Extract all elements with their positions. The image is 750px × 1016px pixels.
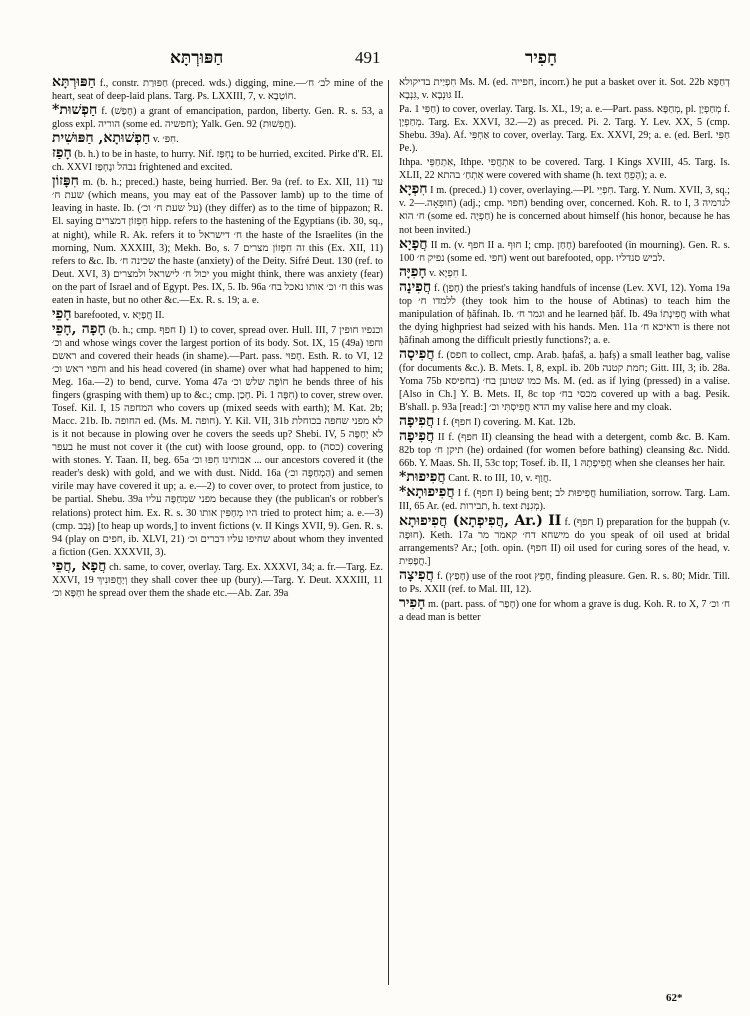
entry-headword: חֲפִינָה — [399, 278, 432, 295]
entry-text: חִפְיַית בדיקולא Ms. M. (ed. חפייה, incorr.) he put a basket over it. Sot. 22b דְחַפָּא גִּנְבָא, v. גּוּנְבָא II. — [399, 77, 731, 102]
entry-headword: חַפְשׁוּתָא, חַפּוּשִׁית — [52, 130, 151, 147]
dictionary-entry — [52, 557, 383, 600]
entry-text: Pa. חַפִּי 1) to cover, overlay. Targ. Is. XL, 19; a. e.—Part. pass. מְחַפָּא, pl. מְחַפְיָן f. מְחַפְיָן. Targ. Ex. XXVI, 32.—2) as preced. Pi. 2. Targ. Y. Lev. XX, 5 (cmp. Shebu. 39a). Af. אַחְפִּי to cover, overlay. Targ. Ex. XXVI, 29; a. e. (ed. Berl. חַפִּי Pe.). — [399, 104, 730, 155]
dictionary-entry — [399, 566, 730, 596]
entry-text: Ithpa. אִתְחַפֵּי, Ithpe. אִתְחֲפִי to be covered. Targ. I Kings XVIII, 45. Targ. Is. XLII, 22 אִתְחַ׳ בהתא were covered with shame (h. text הָפֵחַ); a. e. — [399, 157, 730, 182]
dictionary-entry — [399, 594, 731, 624]
entry-text: f. (חָפַשׁ) a grant of emancipation, pardon, liberty. Gen. R. s. 53, a gloss expl. הוריה (some ed. חפשיה); Yalk. Gen. 92 (חֲפִשׁוּת). — [52, 106, 383, 131]
dictionary-entry — [52, 305, 383, 322]
dictionary-entry — [52, 147, 383, 174]
dictionary-entry — [52, 175, 383, 306]
entry-text: II f. (חפף II) cleansing the head with a detergent, comb &c. B. Kam. 82b top תיקן ח׳ (he) ordained (for women before bathing) cleansing &c. Nidd. 66b. Y. Maas. Sh. II, 53c top; Tosef. ib. II, 1 חֲפִיפָתָהּ when she cleanses her hair. — [399, 432, 730, 470]
entry-text: f. (חָפַן) the priest's taking handfuls of incense (Lev. XVI, 12). Yoma 19a top ללמדו ח׳ (they took him to the house of Abtinas) to teach him the manipulation of ḥăfinah. Ib. וגמר ח׳ and he learned ḥăf. Ib. 49a חֲפִינָתוֹ with what the dying highpriest had seized with his hands. Men. 11a ודאיכא ח׳ is there not ḥăfinah among the difficult priestly functions?; a. e. — [399, 282, 730, 346]
dictionary-entry — [399, 486, 730, 513]
entry-text: m. (part. pass. of חָפַר) one for whom a grave is dug. Koh. R. to X, 7 ח׳ וכ׳ a dead man is better — [399, 598, 731, 623]
right-column — [399, 76, 730, 625]
dictionary-entry — [399, 345, 730, 414]
entry-headword: חֲפִיפָה — [399, 428, 435, 445]
dictionary-entry — [52, 76, 383, 103]
left-guide-word: חַפּוּרְתָּא — [170, 48, 224, 67]
entry-headword: *חֲפִיפוּתָא — [399, 484, 455, 501]
dictionary-entry — [399, 278, 730, 347]
dictionary-entry — [399, 430, 730, 470]
entry-text: barefooted, v. חֲפָיָא II. — [71, 309, 165, 321]
entry-text: (b. h.; cmp. חפף I) 1) to cover, spread over. Hull. III, 7 וכנפיו חופין וכ׳ and whose wings cover the largest portion of its body. Sot. IX, 15 (49a) וחפו ראשם and covered their heads (in shame).—Part. pass. חָפוּי. Esth. R. to VI, 12 וחפוי ראש וכ׳ and his head covered (in shame) over what had happened to him; Meg. 16a.—2) to bend, curve. Yoma 47a חוֹפָה שלש וכ׳ he bends three of his fingers (grasping with them) up to &c.; cmp. חָכַן. Pi. חִפָּה 1) to cover, strew over. Tosef. Kil. I, 15 המחפה who covers up (mixed seeds with earth); M. Kat. 2b; Macc. 21b. Ib. החופה ed. (Ms. M. חופה). Y. Kil. VII, 31b לא מפני שחפה בכוחלת is it not because in plowing over he covers the seeds up? Shebi. IV, 5 לא יְחַפֶּה בעפר he must not cover it (the cut) with loose ground, opp. to (כסה) covering with stones. Y. Taan. II, beg. 65a אבותינו חִפּוּ וכ׳ ... our ancestors covered it (the reader's desk) with gold, and we with dust. Nidd. 16a (הַמְחַפֶּה וכ׳) and semen virile may have covered it up; a. e.—2) to cover over, to protect from justice, to be partial. Shebu. 39a מפני שמְחַפֶּה עליו because they (the publican's or robber's relations) protect him. Ex. R. s. 30 היו מְחַפִּין אותו tried to protect him; a. e.—3) (cmp. גָּבַב) [to heap up words,] to invent fictions (v. II Kings XVII, 9). Gen. R. s. 94 (play on חפים, ib. XLVI, 21) שחיפו עליו דברים וכ׳ about whom they invented a fiction (Gen. XXXVII, 3). — [52, 324, 384, 558]
dictionary-entry — [399, 183, 730, 236]
dictionary-entry — [399, 156, 730, 182]
entry-headword: חָפָה ,חָפֵי — [52, 320, 106, 337]
dictionary-entry — [52, 320, 384, 559]
entry-text: I m. (preced.) 1) cover, overlaying.—Pl. חִפְיֵי. Targ. Y. Num. XVII, 3, sq.; v. חוּפְאָה.—2) (adj.; cmp. חפוי) bending over, concerned. Koh. R. to I, 3 לגרמיה ח׳ הוא (some ed. חַפְיָה) he is concerned about himself (his honor, because he has not been invited.) — [399, 185, 730, 236]
entry-headword: חֲפִיצָה — [399, 566, 434, 583]
entry-text: f. (חפף I) preparation for the ḥuppah (v. חוּפָה). Keth. 17a מישחא דח׳ קאמר מר do you speak of oil used at bridal arrangements? Ar.; [oth. opin. (חפף II) oil used for curing sores of the head, v. חֲפָפִית.] — [399, 516, 731, 567]
entry-headword: חָפַז — [52, 145, 72, 162]
dictionary-entry — [52, 132, 383, 146]
page-number: 491 — [355, 48, 381, 67]
entry-headword: חָפִיָּה — [399, 263, 427, 280]
entry-text: II m. (v. חפף II a. חוּף I; cmp. חָחַן) barefooted (in mourning). Gen. R. s. 100 נפיק ח׳ (some ed. חפי) went out barefooted, opp. לביש סנדליו. — [399, 239, 730, 264]
entry-text: I f. (חפף I) covering. M. Kat. 12b. — [434, 417, 576, 429]
entry-text: f. (חפס to collect, cmp. Arab. ḥafaš, a. ḥafṣ) a small leather bag, valise (for documents &c.). B. Mets. I, 8, expl. ib. 20b חמת קטנה; Gitt. III, 3; ib. 28a. Yoma 75b כמו שטוען בח׳ (בחפיסא Ms. M. (ed. as if lying (pressed) in a valise. [Also in Ch.] Y. B. Mets. II, 8c top מכסי בח׳ covered up with a bag. Pesik. B'shall. p. 93a [read:] הדא חֲפִיסְתִּי וכ׳ my valise here and my cloak. — [399, 349, 730, 414]
entry-headword: חֲפָיָא — [399, 235, 428, 252]
entry-text: I f. (חפף I) being bent; חֲפִיפוּת לב humiliation, sorrow. Targ. Lam. III, 65 Ar. (ed. תבירות, h. text מְגִנַּת). — [399, 488, 730, 513]
entry-text: m. (b. h.; preced.) haste, being hurried. Ber. 9a (ref. to Ex. XII, 11) עד שעת ח׳ (which means, you may eat of the Passover lamb) up to the time of leaving in haste. Ib. (על שעת ח׳ וכ׳) (they differ) as to the time of ḥippazon; R. El. saying חִפְזוֹן דמצרים hipp. refers to the hastening of the Egyptians (ib. 30, sq., at night), while R. Ak. refers it to ח׳ דישראל the haste of the Israelites (in the morning, Num. XXXIII, 3); Mekh. Bo, s. 7 זה חִפְזוֹן מצרים this (Ex. XII, 11) refers to &c. Ib. שכינה ח׳ the haste (anxiety) of the Deity. Sifré Deut. 130 (ref. to Deut. XVI, 3) יכול ח׳ לישראל ולמצרים you might think, there was anxiety (fear) on the part of Israel and of Egypt. Pes. IX, 5. Ib. 96a ח׳ וכ׳ אותו נאכל בח׳ this was eaten in haste, but no other &c.—Ex. R. s. 19; a. e. — [52, 177, 384, 306]
dictionary-entry — [399, 471, 730, 485]
entry-headword: חֲפָא ,חֲפֵי — [52, 557, 107, 574]
dictionary-entry — [399, 263, 730, 280]
entry-headword: חֲפִיפוּתָא (חֲפִיפְתָא, Ar.) II — [399, 512, 562, 529]
entry-headword: חֲפִיסָה — [399, 345, 435, 362]
entry-text: v. חִפְיָא I. — [426, 267, 468, 279]
dictionary-entry — [399, 235, 730, 265]
dictionary-entry — [399, 512, 731, 568]
running-header — [0, 48, 750, 72]
right-guide-word: חָפִיר — [525, 48, 558, 67]
entry-headword: חֲפִיפָה — [399, 413, 435, 430]
dictionary-entry — [399, 415, 730, 429]
entry-text: Cant. R. to III, 10, v. חֲוַף. — [445, 473, 552, 485]
signature-mark: 62* — [666, 992, 683, 1004]
dictionary-entry — [52, 104, 383, 131]
entry-headword: חִפְיָא — [399, 181, 428, 198]
entry-headword: *חֲפִיפוּת — [399, 469, 446, 486]
entry-text: (b. h.) to be in haste, to hurry. Nif. נֶחְפַּז to be hurried, excited. Pirke d'R. El. ch. XXVI נבהל ונֶחְפַּז frightened and excited. — [52, 149, 383, 174]
entry-text: f. (חָפַץ) use of the root חָפֵץ, finding pleasure. Gen. R. s. 80; Midr. Till. to Ps. XXII (ref. to Mal. III, 12). — [399, 570, 730, 595]
column-divider — [388, 80, 389, 985]
entry-text: f., constr. חַפּוּרַת (preced. wds.) digging, mine.—לב׳ ח׳ mine of the heart, seat of deep-laid plans. Targ. Ps. LXXIII, 7, v. חוֹטְבָא. — [52, 78, 383, 103]
entry-text: ch. same, to cover, overlay. Targ. Ex. XXXVI, 34; a. fr.—Targ. Ez. XXVI, 19 וְיַחֲפּוּנִיךְ they shall cover thee up (bury).—Targ. Y. Deut. XXXIII, 11 וחַפָּא וכ׳ he spread over them the shade etc.—Ab. Zar. 39a — [52, 561, 383, 599]
entry-text: v. חִפּ׳. — [150, 134, 179, 146]
entry-headword: *חַפְשׁוּת — [52, 102, 98, 119]
dictionary-entry — [399, 103, 730, 155]
entry-headword: חָפֵי — [52, 305, 72, 322]
dictionary-entry — [399, 76, 730, 102]
entry-headword: חָפִיר — [399, 594, 426, 611]
entry-headword: חַפּוּרְתָּא — [52, 74, 96, 90]
entry-headword: חִפָּזוֹן — [52, 173, 79, 190]
left-column — [52, 76, 383, 601]
